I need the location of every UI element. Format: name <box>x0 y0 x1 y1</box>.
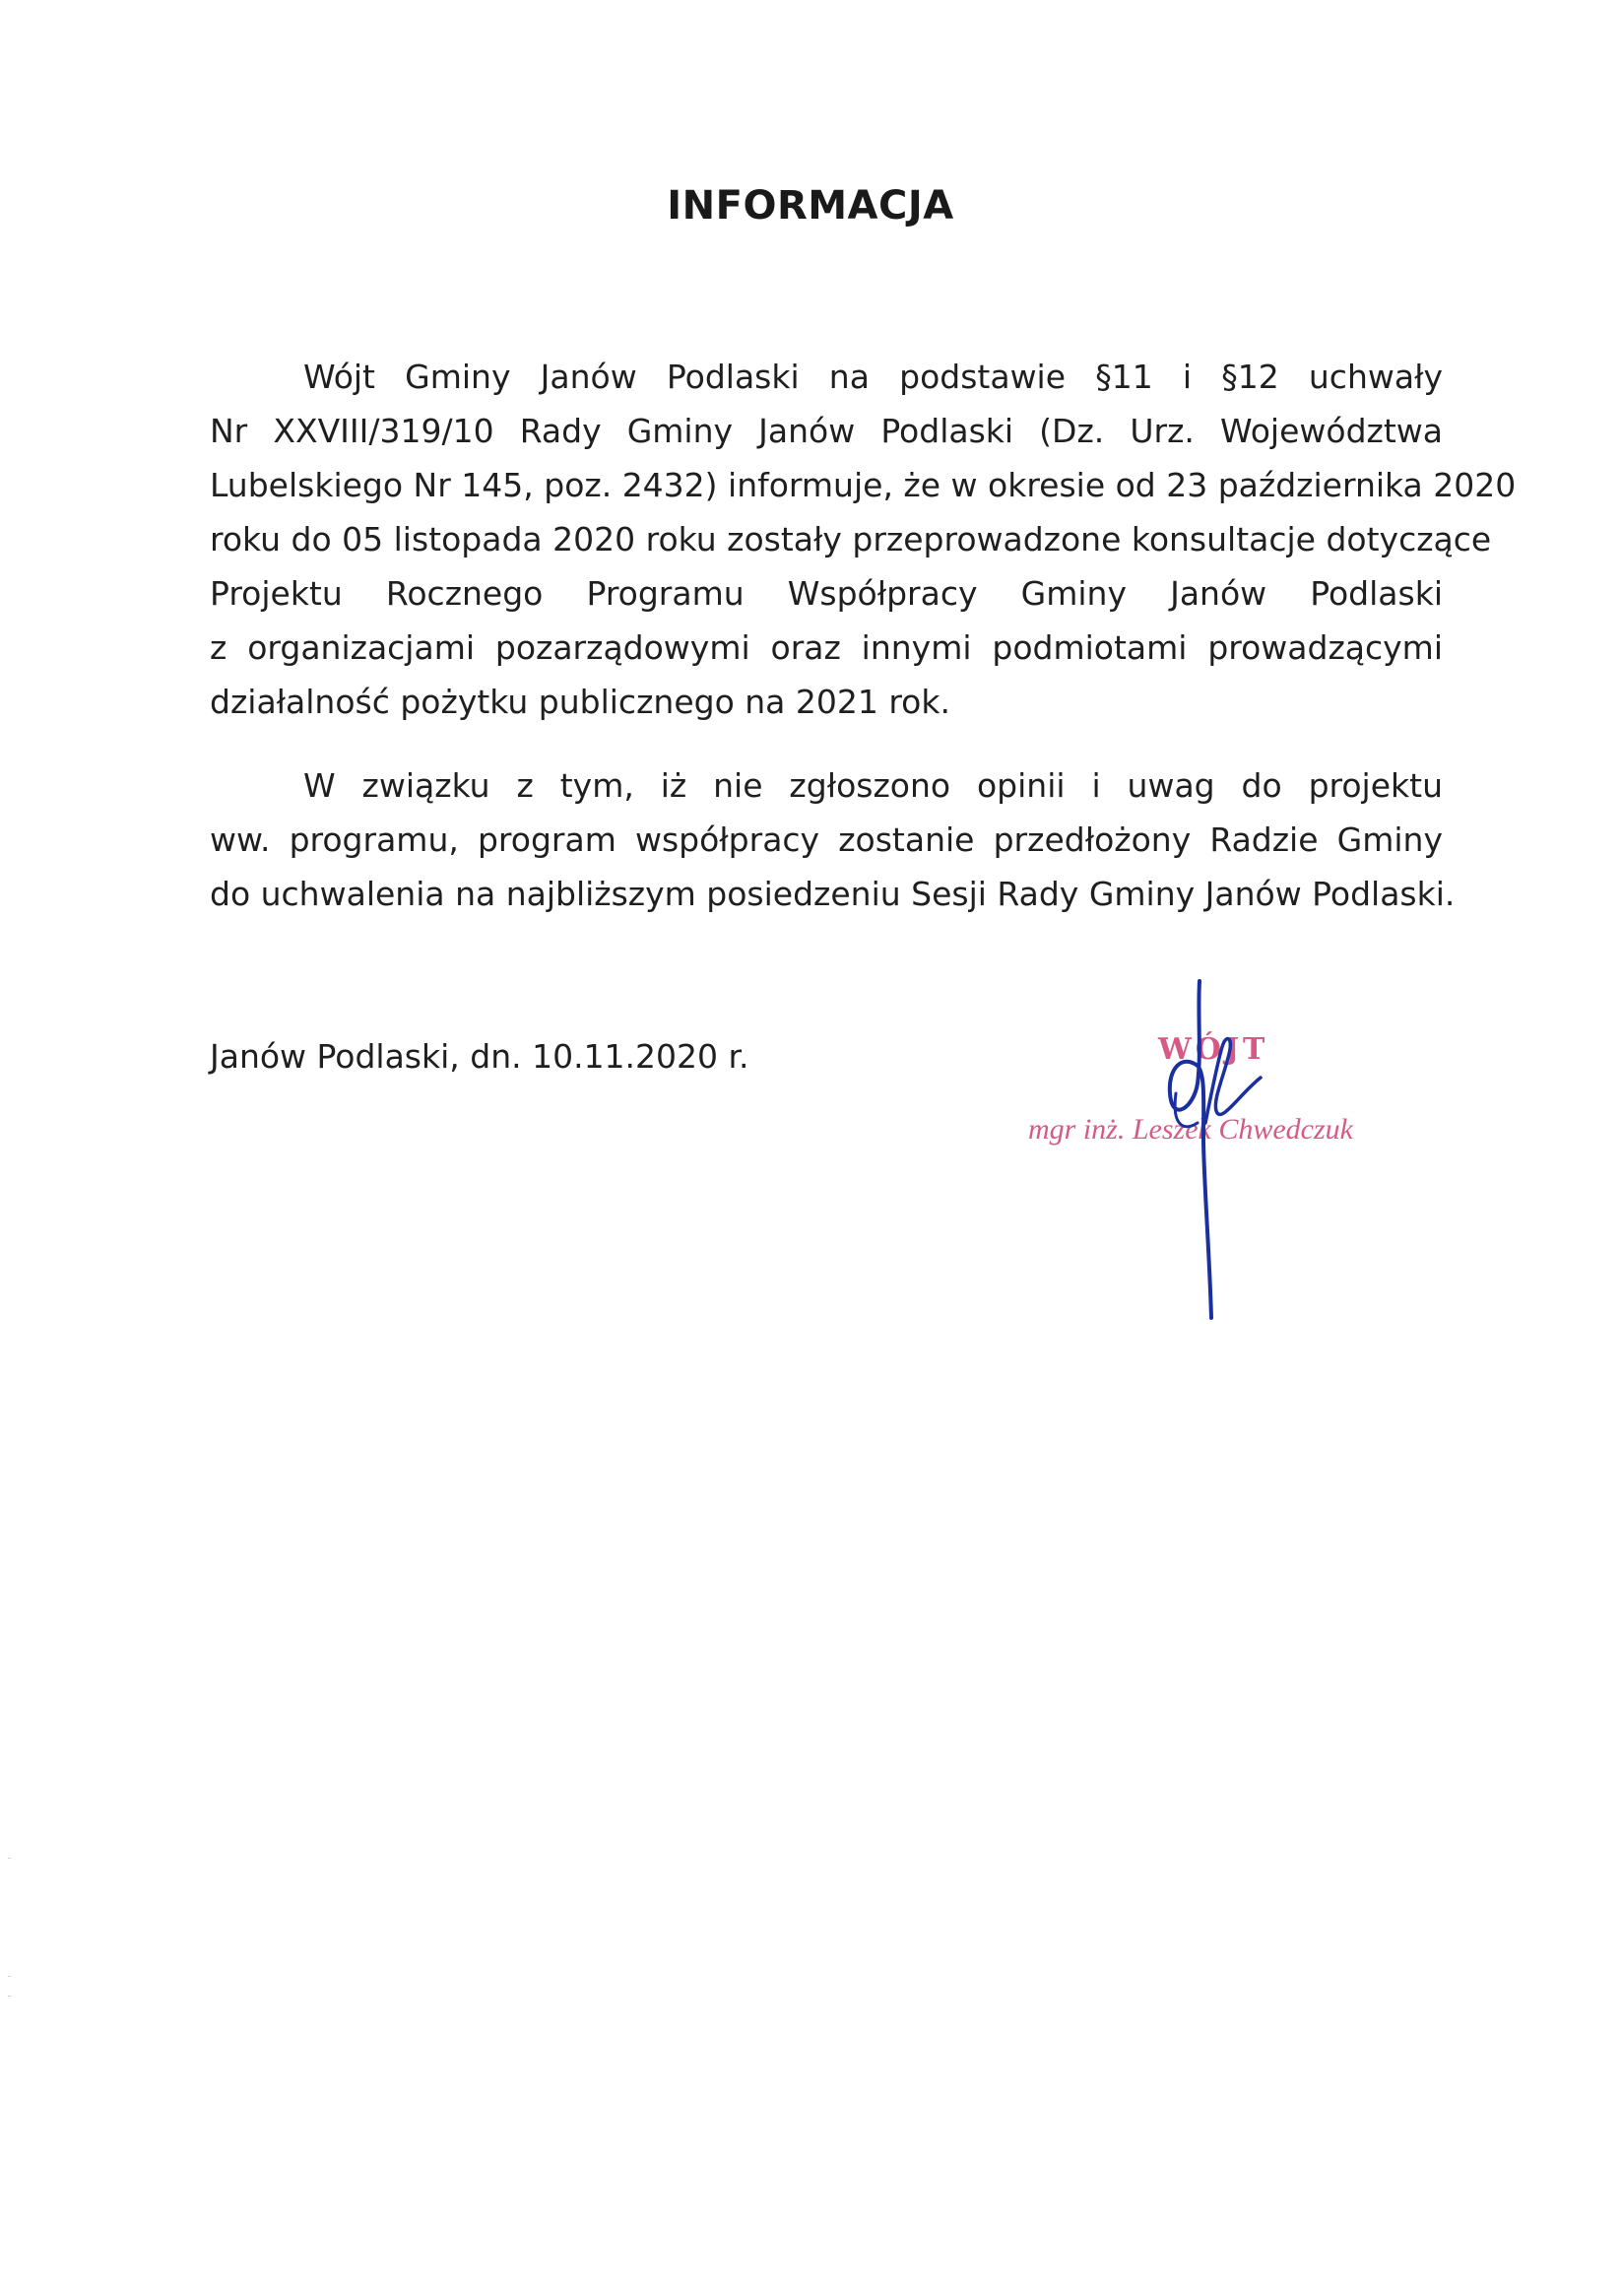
paragraph-1-line: Lubelskiego Nr 145, poz. 2432) informuje, że w okresie od 23 października 2020 <box>210 466 1517 504</box>
paragraph-1-line: działalność pożytku publicznego na 2021 rok. <box>210 683 950 721</box>
paragraph-2-line: W związku z tym, iż nie zgłoszono opinii i uwag do projektu <box>303 766 1443 805</box>
paragraph-1-line: roku do 05 listopada 2020 roku zostały przeprowadzone konsultacje dotyczące <box>210 520 1492 558</box>
paragraph-1-line: Wójt Gminy Janów Podlaski na podstawie §11 i §12 uchwały <box>303 358 1443 396</box>
paragraph-2-line: ww. programu, program współpracy zostanie przedłożony Radzie Gminy <box>210 820 1443 859</box>
paragraph-1-line: z organizacjami pozarządowymi oraz innymi podmiotami prowadzącymi <box>210 628 1443 667</box>
paragraph-1 <box>210 350 1517 729</box>
signature-stroke <box>1170 981 1211 1318</box>
paragraph-1-line: Projektu Rocznego Programu Współpracy Gminy Janów Podlaski <box>210 574 1443 613</box>
paragraph-1-line: Nr XXVIII/319/10 Rady Gminy Janów Podlaski (Dz. Urz. Województwa <box>210 412 1443 450</box>
scan-edge-mark <box>8 1996 11 1997</box>
paragraph-2 <box>210 758 1456 921</box>
document-title: INFORMACJA <box>667 183 954 229</box>
signature-stroke <box>1205 1039 1261 1123</box>
place-and-date: Janów Podlaski, dn. 10.11.2020 r. <box>210 1037 749 1076</box>
scan-edge-mark <box>8 1976 11 1977</box>
handwritten-signature <box>1103 975 1300 1330</box>
stamp-name: mgr inż. Leszek Chwedczuk <box>1028 1113 1353 1146</box>
stamp-title: WÓJT <box>1158 1032 1269 1067</box>
scan-edge-mark <box>8 1858 11 1859</box>
paragraph-2-line: do uchwalenia na najbliższym posiedzeniu Sesji Rady Gminy Janów Podlaski. <box>210 875 1456 913</box>
